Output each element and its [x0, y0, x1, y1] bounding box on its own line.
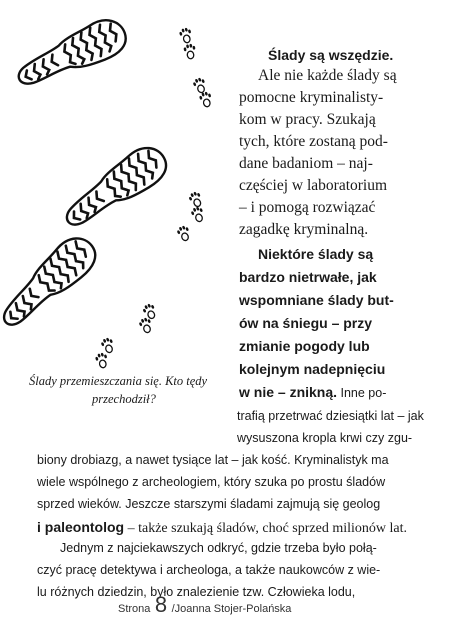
text-line: Jednym z najciekawszych odkryć, gdzie trzeba było połą-	[60, 541, 377, 555]
section-heading: Ślady są wszędzie.	[268, 47, 394, 63]
boot-print-icon	[0, 230, 103, 339]
text-line-bold: Niektóre ślady są	[258, 246, 374, 262]
text-line-mixed	[239, 384, 386, 402]
paw-print-icon	[94, 352, 109, 369]
text-line: częściej w laboratorium	[239, 177, 388, 194]
text-line-mixed	[37, 519, 407, 537]
boot-print-icon	[13, 13, 132, 100]
text-line-bold: zmianie pogody lub	[239, 338, 370, 354]
text-line-bold: ów na śniegu – przy	[239, 315, 373, 331]
text-line: kom w pracy. Szukają	[239, 111, 376, 128]
text-line: Ale nie każde ślady są	[258, 67, 397, 84]
boot-print-icon	[59, 139, 173, 240]
paw-print-icon	[183, 43, 197, 59]
footer-label: Strona	[118, 603, 151, 615]
text-line: dane badaniom – naj-	[239, 155, 373, 172]
image-caption-line: Ślady przemieszczania się. Kto tędy	[29, 374, 208, 388]
paw-print-icon	[192, 77, 208, 95]
text-line: tych, które zostaną pod-	[239, 133, 388, 150]
text-line: wysuszona kropla krwi czy zgu-	[237, 431, 413, 445]
paw-print-icon	[187, 190, 204, 208]
paw-print-icon	[190, 206, 206, 224]
image-caption-line: przechodził?	[92, 392, 156, 406]
text-line: zagadkę kryminalną.	[239, 221, 369, 238]
text-line: pomocne kryminalisty-	[239, 89, 384, 106]
text-fragment: Inne po-	[337, 386, 387, 400]
text-line: czyć pracę detektywa i archeologa, a także naukowców z wie-	[37, 563, 381, 577]
text-line: trafią przetrwać dziesiątki lat – jak	[237, 409, 424, 423]
page-number: 8	[154, 592, 168, 617]
paw-print-icon	[178, 27, 193, 44]
text-line-bold: wspomniane ślady but-	[239, 292, 394, 308]
paw-print-icon	[176, 225, 192, 243]
footer-author: /Joanna Stojer-Polańska	[171, 603, 292, 615]
paw-print-icon	[198, 91, 213, 108]
text-line: wiele wspólnego z archeologiem, który szuka po prostu śladów	[37, 475, 386, 489]
page-footer	[118, 592, 291, 618]
paw-print-icon	[141, 302, 158, 320]
bold-fragment: w nie – znikną.	[239, 384, 338, 400]
text-line-bold: bardzo nietrwałe, jak	[239, 269, 377, 285]
text-line-bold: kolejnym nadepnięciu	[239, 361, 386, 377]
paw-print-icon	[138, 317, 154, 335]
text-fragment: – także szukają śladów, choć sprzed milionów lat.	[124, 521, 408, 536]
bold-fragment: i paleontolog	[37, 519, 125, 535]
paw-print-icon	[100, 337, 116, 355]
text-line: – i pomogą rozwiązać	[239, 199, 376, 216]
text-line: biony drobiazg, a nawet tysiące lat – jak kość. Kryminalistyk ma	[37, 453, 389, 467]
text-line: lu różnych dziedzin, było znalezienie tzw. Człowieka lodu,	[37, 585, 356, 599]
text-line: sprzed wieków. Jeszcze starszymi śladami zajmują się geolog	[37, 497, 381, 511]
